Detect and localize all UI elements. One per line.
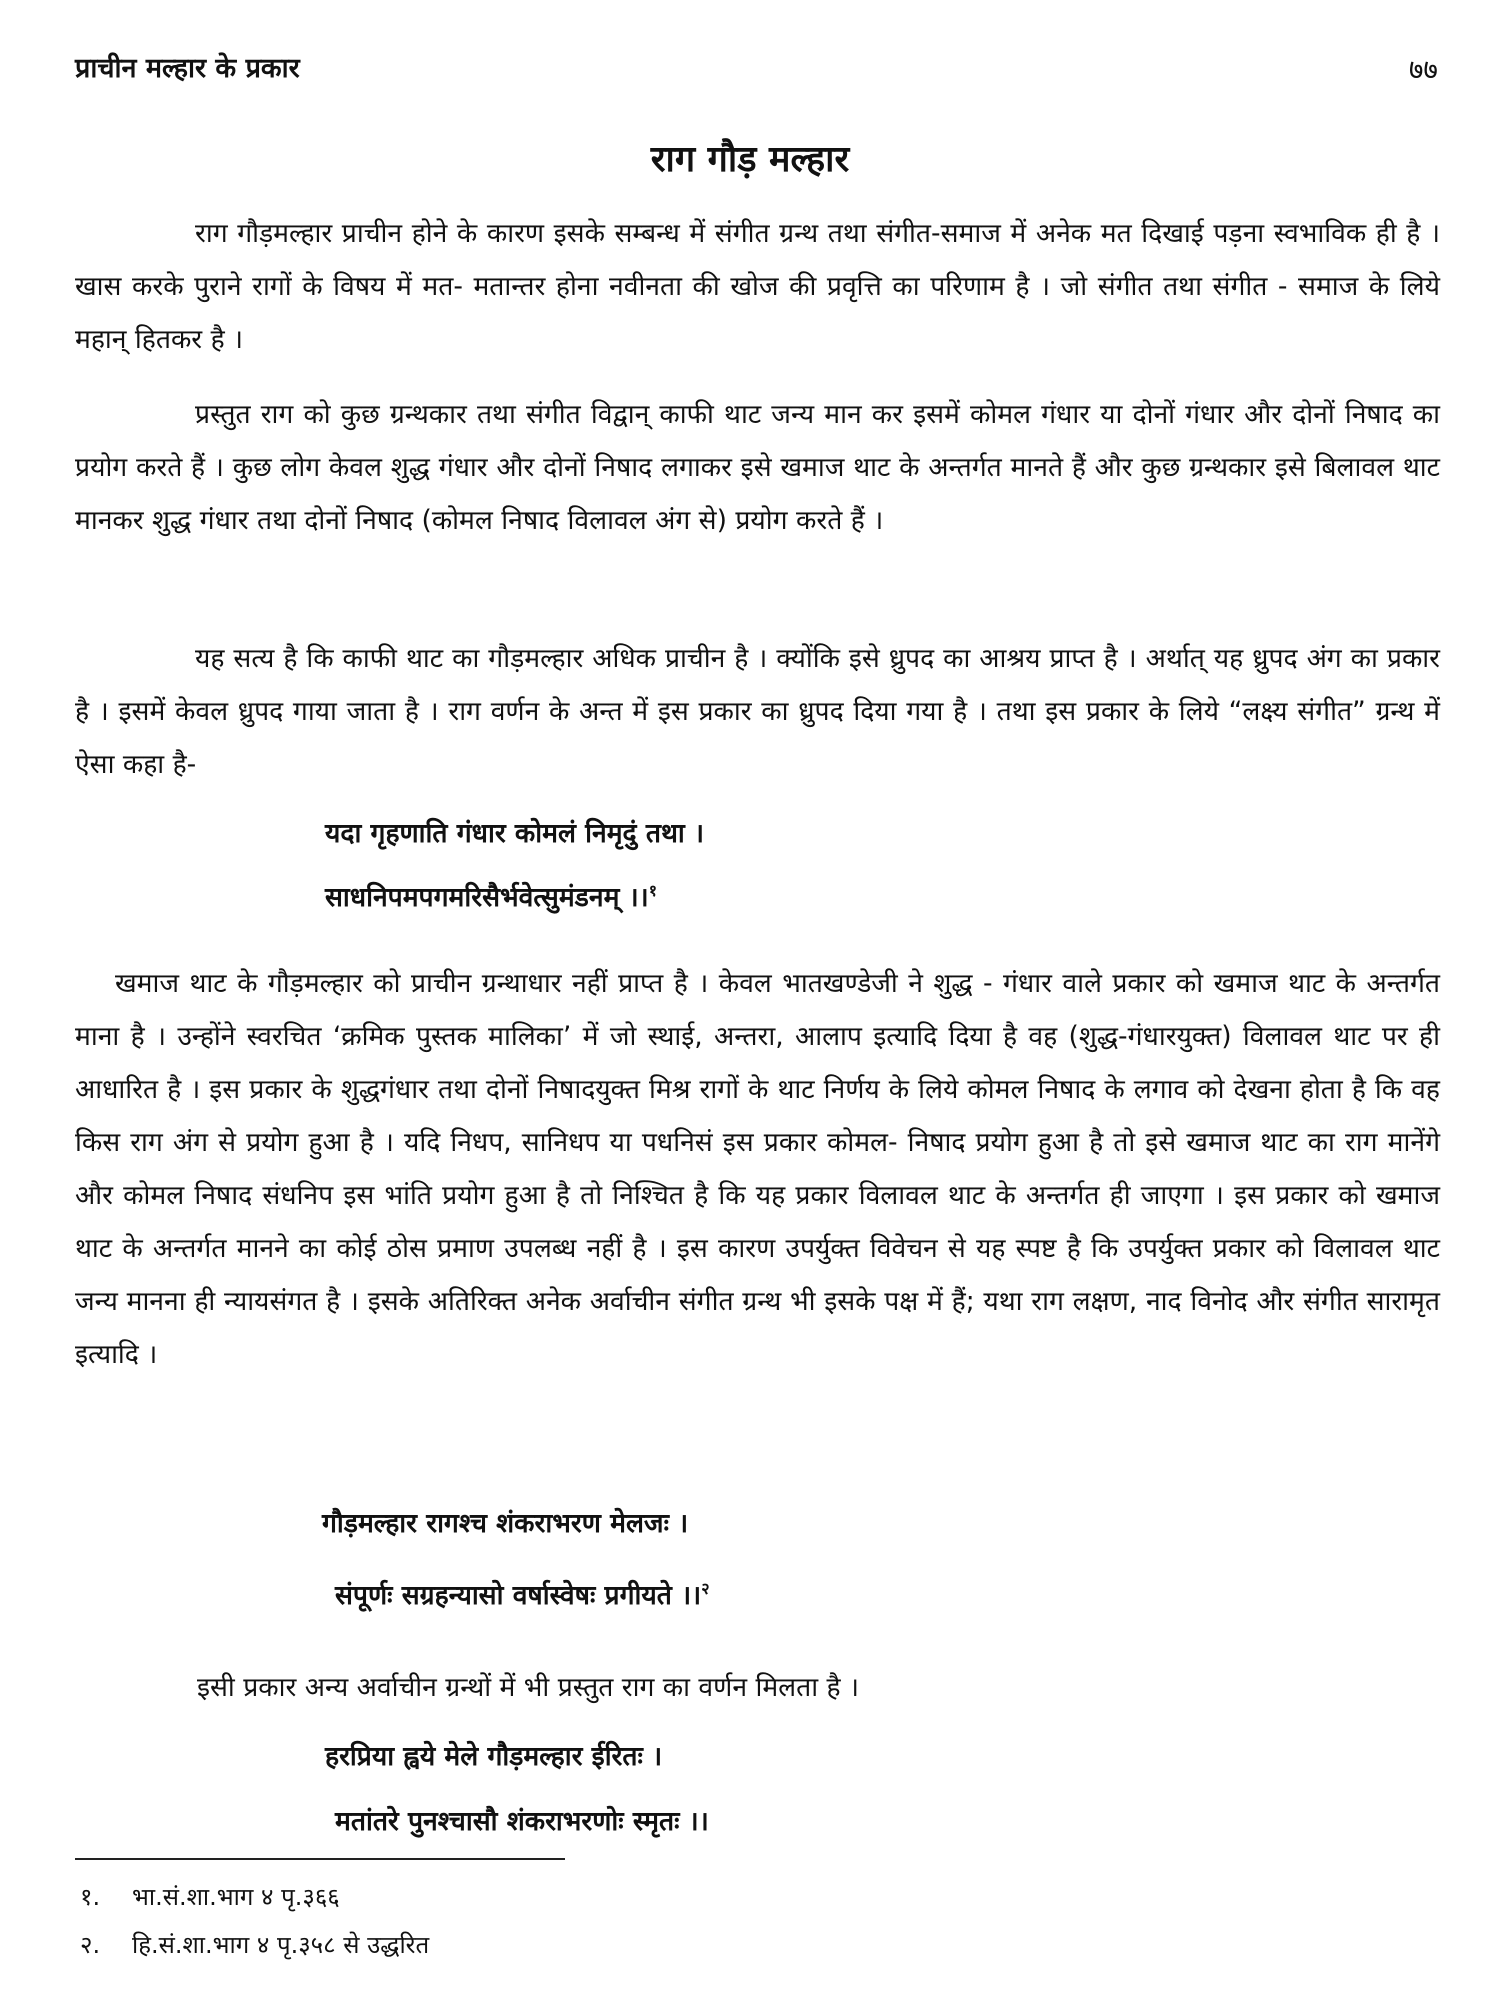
- verse-3-line-2: मतांतरे पुनश्चासौ शंकराभरणोः स्मृतः ।।: [335, 1806, 709, 1837]
- footnote-2: [80, 1928, 429, 1962]
- verse-1-line-2-text: साधनिपमपगमरिसैर्भवेत्सुमंडनम् ।।: [325, 882, 649, 913]
- verse-2-line-2-text: संपूर्णः सग्रहन्यासो वर्षास्वेषः प्रगीयते ।।: [335, 1580, 702, 1611]
- verse-1-line-2: [325, 871, 657, 924]
- paragraph-4: खमाज थाट के गौड़मल्हार को प्राचीन ग्रन्थाधार नहीं प्राप्त है । केवल भातखण्डेजी ने शुद्ध - गंधार वाले प्रकार को खमाज थाट के अन्तर्गत माना है । उन्होंने स्वरचित ‘क्रमिक पुस्तक मालिका’ में जो स्थाई, अन्तरा, आलाप इत्यादि दिया है वह (शुद्ध-गंधारयुक्त) विलावल थाट पर ही आधारित है । इस प्रकार के शुद्धगंधार तथा दोनों निषादयुक्त मिश्र रागों के थाट निर्णय के लिये कोमल निषाद के लगाव को देखना होता है कि वह किस राग अंग से प्रयोग हुआ है । यदि निधप, सानिधप या पधनिसं इस प्रकार कोमल- निषाद प्रयोग हुआ है तो इसे खमाज थाट का राग मानेंगे और कोमल निषाद संधनिप इस भांति प्रयोग हुआ है तो निश्चित है कि यह प्रकार विलावल थाट के अन्तर्गत ही जाएगा । इस प्रकार को खमाज थाट के अन्तर्गत मानने का कोई ठोस प्रमाण उपलब्ध नहीं है । इस कारण उपर्युक्त विवेचन से यह स्पष्ट है कि उपर्युक्त प्रकार को विलावल थाट जन्य मानना ही न्यायसंगत है । इसके अतिरिक्त अनेक अर्वाचीन संगीत ग्रन्थ भी इसके पक्ष में हैं; यथा राग लक्षण, नाद विनोद और संगीत सारामृत इत्यादि ।: [75, 968, 1440, 1370]
- page-number: ७७: [1408, 53, 1438, 86]
- verse-2-line-2: [335, 1569, 709, 1622]
- footnote-1-text: भा.सं.शा.भाग ४ पृ.३६६: [132, 1883, 340, 1911]
- footnote-1: [80, 1880, 340, 1914]
- paragraph-5: इसी प्रकार अन्य अर्वाचीन ग्रन्थों में भी प्रस्तुत राग का वर्णन मिलता है ।: [197, 1672, 860, 1703]
- paragraph-3: यह सत्य है कि काफी थाट का गौड़मल्हार अधिक प्राचीन है । क्योंकि इसे ध्रुपद का आश्रय प्राप्त है । अर्थात् यह ध्रुपद अंग का प्रकार है । इसमें केवल ध्रुपद गाया जाता है । राग वर्णन के अन्त में इस प्रकार का ध्रुपद दिया गया है । तथा इस प्रकार के लिये “लक्ष्य संगीत” ग्रन्थ में ऐसा कहा है-: [75, 643, 1440, 780]
- verse-3-line-1: हरप्रिया ह्वये मेले गौड़मल्हार ईरितः ।: [325, 1741, 663, 1772]
- chapter-title: राग गौड़ मल्हार: [650, 139, 850, 180]
- verse-2-line-1: गौड़मल्हार रागश्च शंकराभरण मेलजः ।: [322, 1508, 689, 1539]
- verse-1-line-1: यदा गृहणाति गंधार कोमलं निमृदुं तथा ।: [325, 818, 705, 849]
- running-title: प्राचीन मल्हार के प्रकार: [75, 53, 300, 84]
- footnote-ref-2: २: [701, 1579, 710, 1599]
- footnote-2-number: २.: [80, 1931, 101, 1959]
- paragraph-1: राग गौड़मल्हार प्राचीन होने के कारण इसके सम्बन्ध में संगीत ग्रन्थ तथा संगीत-समाज में अनेक मत दिखाई पड़ना स्वभाविक ही है । खास करके पुराने रागों के विषय में मत- मतान्तर होना नवीनता की खोज की प्रवृत्ति का परिणाम है । जो संगीत तथा संगीत - समाज के लिये महान् हितकर है ।: [75, 218, 1440, 355]
- footnote-1-number: १.: [80, 1883, 101, 1911]
- footnote-ref-1: १: [648, 881, 657, 901]
- footnote-divider: [75, 1858, 565, 1860]
- footnote-2-text: हि.सं.शा.भाग ४ पृ.३५८ से उद्धरित: [132, 1931, 430, 1959]
- paragraph-2: प्रस्तुत राग को कुछ ग्रन्थकार तथा संगीत विद्वान् काफी थाट जन्य मान कर इसमें कोमल गंधार या दोनों गंधार और दोनों निषाद का प्रयोग करते हैं । कुछ लोग केवल शुद्ध गंधार और दोनों निषाद लगाकर इसे खमाज थाट के अन्तर्गत मानते हैं और कुछ ग्रन्थकार इसे बिलावल थाट मानकर शुद्ध गंधार तथा दोनों निषाद (कोमल निषाद विलावल अंग से) प्रयोग करते हैं ।: [75, 399, 1440, 536]
